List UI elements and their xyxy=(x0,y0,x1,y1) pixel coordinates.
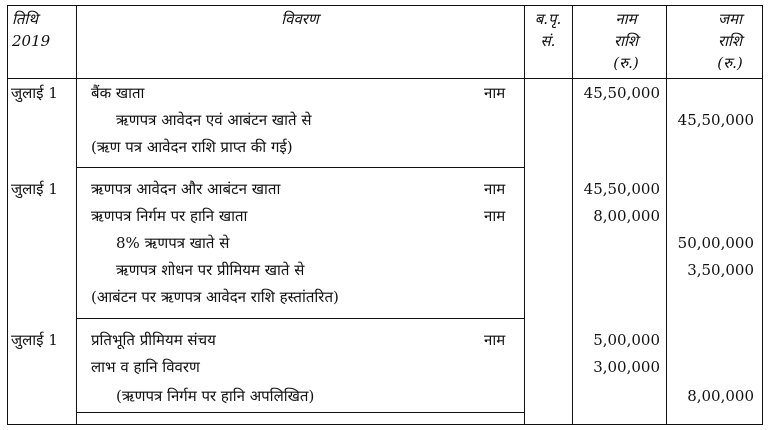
header-debit-currency: (रु.) xyxy=(613,54,639,72)
debit-tag: नाम xyxy=(484,207,506,225)
debit-tag: नाम xyxy=(484,331,506,349)
header-debit-label: नाम xyxy=(615,10,637,28)
credit-amount: 50,00,000 xyxy=(677,234,754,252)
credit-amount: 8,00,000 xyxy=(687,387,754,405)
entry-date: जुलाई 1 xyxy=(11,331,58,349)
credit-amount: 45,50,000 xyxy=(677,111,754,129)
narration: (ऋण पत्र आवेदन राशि प्राप्त की गई) xyxy=(91,138,293,156)
column-rule-date xyxy=(76,5,77,424)
particulars-line: लाभ व हानि विवरण xyxy=(91,358,200,376)
header-lf-label: ब.पृ. xyxy=(534,10,562,28)
table-top-rule xyxy=(7,5,763,6)
debit-tag: नाम xyxy=(484,84,506,102)
column-rule-left xyxy=(7,5,8,424)
particulars-line: ऋणपत्र आवेदन एवं आबंटन खाते से xyxy=(116,111,312,129)
entry-date: जुलाई 1 xyxy=(11,180,58,198)
particulars-line: प्रतिभूति प्रीमियम संचय xyxy=(91,331,216,349)
particulars-line: ऋणपत्र शोधन पर प्रीमियम खाते से xyxy=(116,261,305,279)
entry-date: जुलाई 1 xyxy=(11,84,58,102)
debit-amount: 3,00,000 xyxy=(593,358,660,376)
particulars-line: बैंक खाता xyxy=(91,84,145,102)
column-rule-right xyxy=(762,5,763,424)
column-rule-debit xyxy=(666,5,667,424)
particulars-line: ऋणपत्र आवेदन और आबंटन खाता xyxy=(91,180,281,198)
debit-tag: नाम xyxy=(484,180,506,198)
column-rule-lf xyxy=(572,5,573,424)
header-credit-currency: (रु.) xyxy=(717,54,743,72)
header-credit-amount-label: राशि xyxy=(717,32,743,50)
entry-separator-1 xyxy=(76,167,524,168)
column-rule-particulars xyxy=(524,5,525,424)
debit-amount: 8,00,000 xyxy=(593,207,660,225)
particulars-line: 8% ऋणपत्र खाते से xyxy=(116,234,230,252)
header-year-label: 2019 xyxy=(12,32,51,50)
credit-amount: 3,50,000 xyxy=(687,261,754,279)
table-bottom-rule xyxy=(7,424,763,425)
narration: (ऋणपत्र निर्गम पर हानि अपलिखित) xyxy=(116,387,315,405)
header-bottom-rule xyxy=(7,78,763,79)
header-lf-label-2: सं. xyxy=(540,32,556,50)
entry-separator-2 xyxy=(76,318,524,319)
debit-amount: 5,00,000 xyxy=(593,331,660,349)
debit-amount: 45,50,000 xyxy=(583,180,660,198)
debit-amount: 45,50,000 xyxy=(583,84,660,102)
header-credit-label: जमा xyxy=(718,10,742,28)
header-debit-amount-label: राशि xyxy=(613,32,639,50)
particulars-line: ऋणपत्र निर्गम पर हानि खाता xyxy=(91,207,248,225)
entry-separator-3 xyxy=(76,412,524,413)
narration: (आबंटन पर ऋणपत्र आवेदन राशि हस्तांतरित) xyxy=(91,288,339,306)
header-particulars-label: विवरण xyxy=(281,10,319,28)
header-date-label: तिथि xyxy=(12,10,38,28)
